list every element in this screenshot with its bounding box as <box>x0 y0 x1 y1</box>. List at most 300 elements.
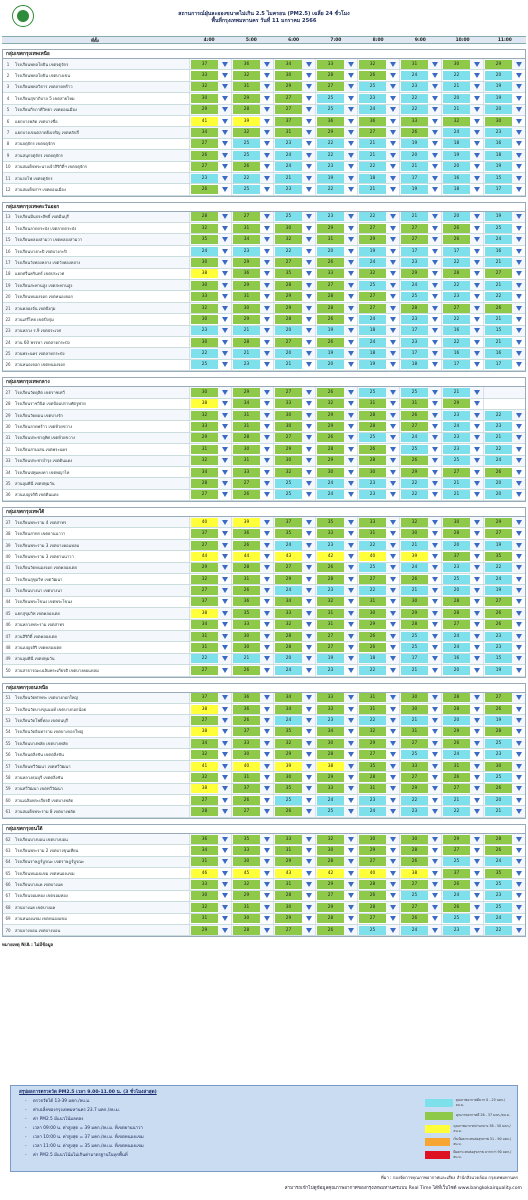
pm25-value: 26 <box>401 128 428 137</box>
pm25-value: 28 <box>401 620 428 629</box>
pm25-cell <box>483 303 525 313</box>
pm25-cell <box>483 93 525 103</box>
table-row <box>3 127 525 138</box>
trend-down-icon <box>432 741 438 746</box>
trend-down-icon <box>390 317 396 322</box>
trend-down-icon <box>222 317 228 322</box>
trend-down-icon <box>306 893 312 898</box>
pm25-value: 23 <box>359 490 386 499</box>
pm25-cell <box>231 360 273 370</box>
pm25-value: 21 <box>443 490 470 499</box>
table-row <box>3 150 525 161</box>
pm25-cell <box>399 715 441 725</box>
station-name: สวนเฉลิมพระเกียรติ เขตบางพลัด <box>15 797 74 803</box>
trend-down-icon <box>222 214 228 219</box>
station-number: 24 <box>5 339 11 345</box>
trend-down-icon <box>264 481 270 486</box>
pm25-value: 23 <box>401 82 428 91</box>
pm25-value: 36 <box>233 60 260 69</box>
trend-down-icon <box>516 668 522 673</box>
pm25-value: 28 <box>443 609 470 618</box>
trend-down-icon <box>348 73 354 78</box>
pm25-cell <box>483 540 525 550</box>
pm25-value: 27 <box>275 433 302 442</box>
pm25-cell <box>399 806 441 816</box>
pm25-cell <box>441 704 483 714</box>
pm25-cell <box>273 234 315 244</box>
pm25-cell <box>231 574 273 584</box>
trend-down-icon <box>390 306 396 311</box>
trend-down-icon <box>474 62 480 67</box>
table-row <box>3 891 525 902</box>
trend-down-icon <box>432 413 438 418</box>
pm25-cell <box>483 490 525 500</box>
time-header: 11:00 <box>497 38 512 43</box>
station-number: 39 <box>5 542 11 548</box>
pm25-value: 24 <box>275 541 302 550</box>
trend-down-icon <box>516 447 522 452</box>
trend-down-icon <box>264 458 270 463</box>
legend-swatch <box>425 1125 450 1133</box>
pm25-value: 15 <box>485 326 512 335</box>
pm25-cell <box>483 173 525 183</box>
pm25-cell <box>483 223 525 233</box>
pm25-cell <box>483 82 525 92</box>
pm25-cell <box>189 784 231 794</box>
station-number: 30 <box>5 424 11 430</box>
trend-down-icon <box>306 164 312 169</box>
pm25-cell <box>357 784 399 794</box>
trend-down-icon <box>432 249 438 254</box>
pm25-value: 30 <box>359 835 386 844</box>
pm25-value: 35 <box>317 518 344 527</box>
pm25-cell <box>315 59 357 69</box>
pm25-value: 38 <box>191 609 218 618</box>
trend-down-icon <box>348 176 354 181</box>
pm25-value: 26 <box>233 586 260 595</box>
pm25-cell <box>273 925 315 935</box>
station-group <box>2 377 526 502</box>
trend-down-icon <box>390 62 396 67</box>
group-title: กลุ่มเขตกรุงเทพเหนือ <box>3 50 525 59</box>
table-row <box>3 585 525 596</box>
pm25-value: 28 <box>275 891 302 900</box>
trend-down-icon <box>432 718 438 723</box>
trend-down-icon <box>474 611 480 616</box>
trend-down-icon <box>390 435 396 440</box>
pm25-cell <box>273 563 315 573</box>
pm25-cell <box>441 162 483 172</box>
pm25-value: 32 <box>443 117 470 126</box>
pm25-cell <box>189 399 231 409</box>
pm25-value: 24 <box>275 151 302 160</box>
pm25-value: 28 <box>359 880 386 889</box>
trend-down-icon <box>390 577 396 582</box>
pm25-cell <box>441 834 483 844</box>
table-row <box>3 631 525 642</box>
pm25-cell <box>231 433 273 443</box>
pm25-value: 34 <box>275 60 302 69</box>
pm25-cell <box>273 139 315 149</box>
trend-down-icon <box>432 62 438 67</box>
trend-down-icon <box>306 928 312 933</box>
pm25-cell <box>189 223 231 233</box>
pm25-cell <box>399 433 441 443</box>
station-name: โรงเรียนราษฎร์บูรณะ เขตราษฎร์บูรณะ <box>15 859 85 865</box>
pm25-value: 33 <box>191 880 218 889</box>
pm25-cell <box>357 879 399 889</box>
bma-logo-icon <box>12 5 34 27</box>
pm25-value: 16 <box>485 247 512 256</box>
station-name: สวนสิริกิติ์ เขตคลองเตย <box>15 633 57 639</box>
pm25-value: 24 <box>443 891 470 900</box>
pm25-cell <box>441 348 483 358</box>
trend-down-icon <box>222 848 228 853</box>
pm25-cell <box>399 444 441 454</box>
pm25-cell <box>483 387 525 397</box>
pm25-cell <box>315 490 357 500</box>
pm25-value: 39 <box>233 117 260 126</box>
pm25-cell <box>273 337 315 347</box>
pm25-cell <box>483 70 525 80</box>
table-row <box>3 642 525 653</box>
station-name: โรงเรียนบางแค เขตบางแค <box>15 882 63 888</box>
pm25-value: 23 <box>485 750 512 759</box>
trend-down-icon <box>222 882 228 887</box>
pm25-cell <box>399 399 441 409</box>
pm25-value: 40 <box>359 869 386 878</box>
pm25-cell <box>357 82 399 92</box>
trend-down-icon <box>264 73 270 78</box>
station-number: 53 <box>5 718 11 723</box>
trend-down-icon <box>264 554 270 559</box>
trend-down-icon <box>222 73 228 78</box>
pm25-value: 25 <box>359 388 386 397</box>
trend-down-icon <box>348 786 354 791</box>
table-row <box>3 314 525 325</box>
pm25-value: 33 <box>233 846 260 855</box>
pm25-cell <box>357 806 399 816</box>
trend-down-icon <box>348 622 354 627</box>
pm25-value: 25 <box>317 94 344 103</box>
trend-down-icon <box>264 837 270 842</box>
pm25-value: 33 <box>317 269 344 278</box>
trend-down-icon <box>516 905 522 910</box>
pm25-value: 28 <box>233 338 260 347</box>
trend-down-icon <box>222 294 228 299</box>
station-name: สวนสมเด็จพระราม 8 เขตบางพลัด <box>15 809 76 815</box>
trend-down-icon <box>264 707 270 712</box>
pm25-cell <box>315 902 357 912</box>
pm25-cell <box>273 517 315 527</box>
trend-down-icon <box>348 577 354 582</box>
pm25-cell <box>273 693 315 703</box>
trend-down-icon <box>432 340 438 345</box>
pm25-value: 29 <box>317 880 344 889</box>
time-header: 7:00 <box>330 38 342 43</box>
station-name: โรงเรียนวัดดุสิต เขตราชเทวี <box>15 389 65 395</box>
trend-down-icon <box>390 260 396 265</box>
pm25-cell <box>483 280 525 290</box>
trend-down-icon <box>516 531 522 536</box>
pm25-value: 29 <box>275 750 302 759</box>
trend-down-icon <box>222 531 228 536</box>
trend-down-icon <box>474 164 480 169</box>
pm25-value: 15 <box>485 654 512 663</box>
trend-down-icon <box>348 871 354 876</box>
station-name: โรงเรียนสุขุมวิท เขตวัฒนา <box>15 576 63 582</box>
pm25-value: 36 <box>233 269 260 278</box>
trend-down-icon <box>516 588 522 593</box>
trend-down-icon <box>516 871 522 876</box>
pm25-value: 30 <box>191 388 218 397</box>
pm25-cell <box>231 620 273 630</box>
pm25-cell <box>231 749 273 759</box>
pm25-cell <box>315 337 357 347</box>
pm25-value: 23 <box>317 586 344 595</box>
pm25-value: 28 <box>233 926 260 935</box>
trend-down-icon <box>222 893 228 898</box>
trend-down-icon <box>432 599 438 604</box>
trend-down-icon <box>264 928 270 933</box>
pm25-value: 35 <box>191 235 218 244</box>
station-name: สวนหนองแขม เขตหนองแขม <box>15 916 67 922</box>
trend-down-icon <box>516 634 522 639</box>
station-name: โรงเรียนพระราม 4 เขตสาทร <box>15 519 67 525</box>
summary-item: - ค่า PM2.5 มีแนวโน้มไม่เกินค่ามาตรฐานในทุกพื้นที่ <box>19 1151 517 1160</box>
trend-down-icon <box>516 481 522 486</box>
pm25-cell <box>483 715 525 725</box>
pm25-value: 30 <box>401 529 428 538</box>
pm25-value: 27 <box>401 739 428 748</box>
trend-down-icon <box>432 176 438 181</box>
pm25-cell <box>483 410 525 420</box>
pm25-cell <box>273 399 315 409</box>
pm25-cell <box>189 795 231 805</box>
pm25-cell <box>399 914 441 924</box>
pm25-value: 20 <box>443 716 470 725</box>
trend-down-icon <box>474 96 480 101</box>
trend-down-icon <box>474 73 480 78</box>
pm25-value: 29 <box>401 784 428 793</box>
pm25-value: 21 <box>485 433 512 442</box>
station-number: 18 <box>5 271 11 277</box>
trend-down-icon <box>516 424 522 429</box>
trend-down-icon <box>264 214 270 219</box>
pm25-value: 30 <box>485 762 512 771</box>
pm25-cell <box>315 348 357 358</box>
pm25-cell <box>231 642 273 652</box>
pm25-value: 28 <box>317 292 344 301</box>
pm25-cell <box>315 540 357 550</box>
pm25-value: 28 <box>191 479 218 488</box>
pm25-cell <box>483 784 525 794</box>
pm25-cell <box>399 478 441 488</box>
trend-down-icon <box>474 916 480 921</box>
pm25-value: 23 <box>401 338 428 347</box>
table-row <box>3 184 525 195</box>
trend-down-icon <box>264 577 270 582</box>
pm25-cell <box>483 665 525 675</box>
pm25-cell <box>273 574 315 584</box>
station-number: 42 <box>5 576 11 582</box>
trend-down-icon <box>516 882 522 887</box>
trend-down-icon <box>222 741 228 746</box>
pm25-value: 23 <box>485 632 512 641</box>
trend-down-icon <box>264 622 270 627</box>
pm25-value: 34 <box>275 597 302 606</box>
pm25-value: 18 <box>359 174 386 183</box>
pm25-value: 28 <box>233 563 260 572</box>
trend-down-icon <box>264 786 270 791</box>
pm25-value: 37 <box>275 117 302 126</box>
pm25-cell <box>441 212 483 222</box>
pm25-cell <box>231 269 273 279</box>
trend-down-icon <box>222 470 228 475</box>
trend-down-icon <box>390 752 396 757</box>
trend-down-icon <box>222 707 228 712</box>
station-number: 12 <box>5 186 11 192</box>
pm25-value: 27 <box>233 212 260 221</box>
trend-down-icon <box>474 84 480 89</box>
pm25-value: 30 <box>401 597 428 606</box>
pm25-value: 24 <box>401 281 428 290</box>
station-name: สวนหนองจอก เขตหนองจอก <box>15 362 66 368</box>
pm25-cell <box>399 574 441 584</box>
station-number: 70 <box>5 927 11 933</box>
station-number: 14 <box>5 225 11 231</box>
pm25-value: 26 <box>191 185 218 194</box>
pm25-cell <box>273 280 315 290</box>
trend-down-icon <box>264 283 270 288</box>
pm25-value: 24 <box>443 643 470 652</box>
trend-down-icon <box>474 306 480 311</box>
station-number: 64 <box>5 859 11 865</box>
pm25-cell <box>441 795 483 805</box>
station-number: 15 <box>5 237 11 243</box>
trend-down-icon <box>348 249 354 254</box>
trend-down-icon <box>432 164 438 169</box>
pm25-value: 29 <box>275 292 302 301</box>
pm25-value: 29 <box>275 304 302 313</box>
trend-down-icon <box>516 752 522 757</box>
pm25-cell <box>189 70 231 80</box>
trend-down-icon <box>348 164 354 169</box>
time-header: 10:00 <box>455 38 470 43</box>
station-number: 66 <box>5 882 11 888</box>
pm25-value: 27 <box>359 575 386 584</box>
pm25-cell <box>441 93 483 103</box>
trend-down-icon <box>390 401 396 406</box>
station-name: โรงเรียนหนองจอก เขตหนองจอก <box>15 294 73 300</box>
pm25-value: 30 <box>233 445 260 454</box>
trend-down-icon <box>264 84 270 89</box>
trend-down-icon <box>474 741 480 746</box>
pm25-value: 25 <box>233 185 260 194</box>
pm25-cell <box>357 337 399 347</box>
pm25-value: 34 <box>191 128 218 137</box>
station-name: สวนบางบอน เขตบางบอน <box>15 927 61 933</box>
trend-down-icon <box>264 882 270 887</box>
pm25-value: 32 <box>275 739 302 748</box>
pm25-value: 43 <box>275 869 302 878</box>
pm25-value: 28 <box>485 835 512 844</box>
pm25-cell <box>231 540 273 550</box>
pm25-value: 31 <box>317 609 344 618</box>
pm25-value: 30 <box>191 891 218 900</box>
pm25-cell <box>231 387 273 397</box>
table-row <box>3 925 525 936</box>
pm25-value: 21 <box>401 162 428 171</box>
pm25-value: 36 <box>233 705 260 714</box>
pm25-cell <box>441 314 483 324</box>
pm25-cell <box>399 116 441 126</box>
trend-down-icon <box>390 226 396 231</box>
pm25-value: 17 <box>443 360 470 369</box>
pm25-value: 31 <box>359 705 386 714</box>
station-name: สวนคลองจั่น เขตบึงกุ่ม <box>15 305 56 311</box>
pm25-cell <box>273 162 315 172</box>
pm25-cell <box>399 467 441 477</box>
table-row <box>3 795 525 806</box>
pm25-cell <box>357 212 399 222</box>
trend-down-icon <box>432 543 438 548</box>
pm25-cell <box>441 868 483 878</box>
pm25-value: 42 <box>317 552 344 561</box>
trend-down-icon <box>516 520 522 525</box>
pm25-value: 23 <box>401 258 428 267</box>
pm25-value: 32 <box>191 773 218 782</box>
pm25-cell <box>231 834 273 844</box>
trend-down-icon <box>516 306 522 311</box>
pm25-value: 27 <box>191 490 218 499</box>
station-number: 48 <box>5 645 11 651</box>
pm25-value: 31 <box>233 575 260 584</box>
trend-down-icon <box>264 424 270 429</box>
trend-down-icon <box>264 492 270 497</box>
trend-down-icon <box>306 84 312 89</box>
pm25-cell <box>399 879 441 889</box>
pm25-value: 16 <box>443 654 470 663</box>
trend-down-icon <box>516 96 522 101</box>
trend-down-icon <box>306 470 312 475</box>
trend-down-icon <box>390 611 396 616</box>
pm25-value: 32 <box>191 304 218 313</box>
pm25-value: 17 <box>401 247 428 256</box>
trend-down-icon <box>474 729 480 734</box>
trend-down-icon <box>390 882 396 887</box>
pm25-cell <box>189 212 231 222</box>
pm25-value: 21 <box>401 541 428 550</box>
pm25-cell <box>273 806 315 816</box>
pm25-cell <box>441 116 483 126</box>
trend-down-icon <box>222 928 228 933</box>
pm25-value: 34 <box>275 705 302 714</box>
pm25-value: 32 <box>191 456 218 465</box>
pm25-cell <box>315 914 357 924</box>
table-row <box>3 704 525 715</box>
pm25-value: 27 <box>317 281 344 290</box>
trend-down-icon <box>390 729 396 734</box>
trend-down-icon <box>474 695 480 700</box>
trend-down-icon <box>474 107 480 112</box>
pm25-cell <box>273 150 315 160</box>
pm25-value: 28 <box>233 433 260 442</box>
station-number: 46 <box>5 622 11 628</box>
pm25-value: 25 <box>443 575 470 584</box>
trend-down-icon <box>516 554 522 559</box>
pm25-value: 29 <box>191 926 218 935</box>
